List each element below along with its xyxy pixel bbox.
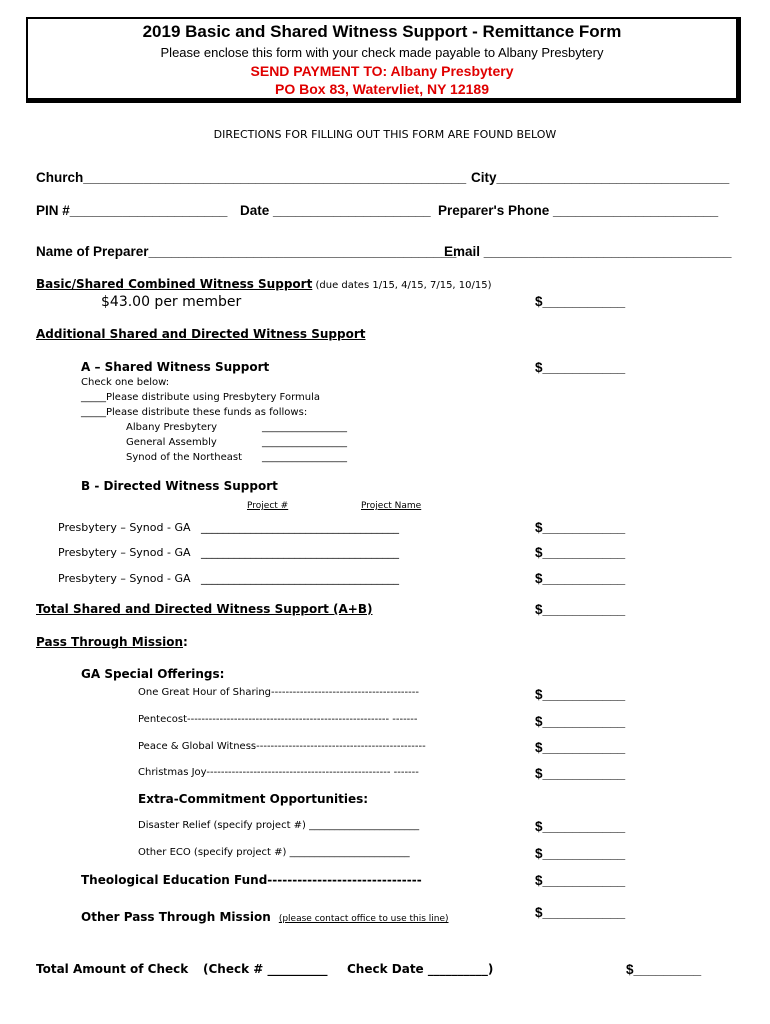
other-pass-through-amount[interactable]: $___________ [535, 905, 626, 920]
offering-peace-label: Peace & Global Witness----------------------------------------------- [138, 741, 426, 752]
ga-offerings-heading: GA Special Offerings: [81, 667, 225, 681]
offering-christmas-label: Christmas Joy--------------------------------------------------- ------- [138, 767, 419, 778]
send-payment-line: SEND PAYMENT TO: Albany Presbytery [250, 63, 514, 79]
basic-due-dates: (due dates 1/15, 4/15, 7/15, 10/15) [312, 280, 492, 291]
theological-fund-label: Theological Education Fund------------------------------- [81, 873, 422, 887]
disaster-relief-field[interactable]: Disaster Relief (specify project #) ______________________ [138, 820, 420, 831]
check-date-field[interactable]: Check Date __________) [347, 962, 494, 976]
b-row-2-label: Presbytery – Synod - GA [58, 546, 191, 559]
b-row-1-blank[interactable]: ____________________________________ [201, 521, 399, 534]
offering-pentecost-amount[interactable]: $___________ [535, 714, 626, 729]
b-row-3-label: Presbytery – Synod - GA [58, 572, 191, 585]
offering-christmas-amount[interactable]: $___________ [535, 766, 626, 781]
check-number-field[interactable]: (Check # __________ [203, 962, 328, 976]
form-title: 2019 Basic and Shared Witness Support - Remittance Form [142, 22, 622, 41]
basic-heading-line [36, 277, 492, 291]
pin-field[interactable]: PIN #_____________________ [36, 203, 228, 218]
dist-label-synod: Synod of the Northeast [126, 452, 243, 463]
dist-blank-synod[interactable]: _________________ [262, 452, 347, 463]
header-box [26, 17, 741, 103]
other-eco-field[interactable]: Other ECO (specify project #) ________________________ [138, 847, 410, 858]
section-a-amount[interactable]: $___________ [535, 360, 626, 375]
col-project-name: Project Name [361, 501, 422, 511]
date-field[interactable]: Date _____________________ [240, 203, 431, 218]
email-field[interactable]: Email _________________________________ [444, 244, 732, 259]
other-pass-through-note: (please contact office to use this line) [278, 914, 449, 924]
total-ab-label: Total Shared and Directed Witness Support (A+B) [36, 602, 373, 616]
dist-blank-albany[interactable]: _________________ [262, 422, 347, 433]
extra-commitment-heading: Extra-Commitment Opportunities: [138, 792, 369, 806]
section-a-heading: A – Shared Witness Support [81, 360, 270, 374]
total-check-label: Total Amount of Check [36, 962, 189, 976]
b-row-1-label: Presbytery – Synod - GA [58, 521, 191, 534]
pass-through-heading-line [36, 635, 188, 649]
offering-pentecost-label: Pentecost-------------------------------------------------------- ------- [138, 714, 418, 725]
dist-label-ga: General Assembly [126, 437, 217, 448]
b-row-3-amount[interactable]: $___________ [535, 571, 626, 586]
other-pass-through-label: Other Pass Through Mission [81, 910, 271, 924]
theological-fund-amount[interactable]: $___________ [535, 873, 626, 888]
city-field[interactable]: City_______________________________ [471, 170, 730, 185]
total-ab-amount[interactable]: $___________ [535, 602, 626, 617]
church-field[interactable]: Church___________________________________________________ [36, 170, 467, 185]
pass-through-heading: Pass Through Mission [36, 635, 184, 649]
b-row-2-blank[interactable]: ____________________________________ [201, 546, 399, 559]
check-one-label: Check one below: [81, 377, 170, 388]
option-distribute-funds[interactable]: _____Please distribute these funds as follows: [81, 407, 308, 418]
address-line: PO Box 83, Watervliet, NY 12189 [275, 81, 489, 97]
basic-rate: $43.00 per member [101, 294, 242, 310]
basic-amount[interactable]: $___________ [535, 294, 626, 309]
offering-ogh-label: One Great Hour of Sharing----------------------------------------- [138, 687, 419, 698]
offering-peace-amount[interactable]: $___________ [535, 740, 626, 755]
dist-blank-ga[interactable]: _________________ [262, 437, 347, 448]
pass-through-colon: : [183, 635, 188, 649]
form-subtitle: Please enclose this form with your check made payable to Albany Presbytery [160, 45, 604, 60]
offering-ogh-amount[interactable]: $___________ [535, 687, 626, 702]
other-pass-through-line [81, 906, 449, 925]
section-b-heading: B - Directed Witness Support [81, 479, 278, 493]
b-row-2-amount[interactable]: $___________ [535, 545, 626, 560]
phone-field[interactable]: Preparer's Phone ______________________ [438, 203, 719, 218]
option-presbytery-formula[interactable]: _____Please distribute using Presbytery Formula [81, 392, 320, 403]
directions-note: DIRECTIONS FOR FILLING OUT THIS FORM ARE FOUND BELOW [213, 128, 557, 141]
basic-heading: Basic/Shared Combined Witness Support [36, 277, 313, 291]
disaster-relief-amount[interactable]: $___________ [535, 819, 626, 834]
col-project-number: Project # [247, 501, 289, 511]
additional-heading: Additional Shared and Directed Witness Support [36, 327, 366, 341]
b-row-1-amount[interactable]: $___________ [535, 520, 626, 535]
other-eco-amount[interactable]: $___________ [535, 846, 626, 861]
dist-label-albany: Albany Presbytery [126, 422, 218, 433]
total-check-amount[interactable]: $_________ [626, 962, 702, 977]
preparer-field[interactable]: Name of Preparer_________________________________________ [36, 244, 457, 259]
b-row-3-blank[interactable]: ____________________________________ [201, 572, 399, 585]
